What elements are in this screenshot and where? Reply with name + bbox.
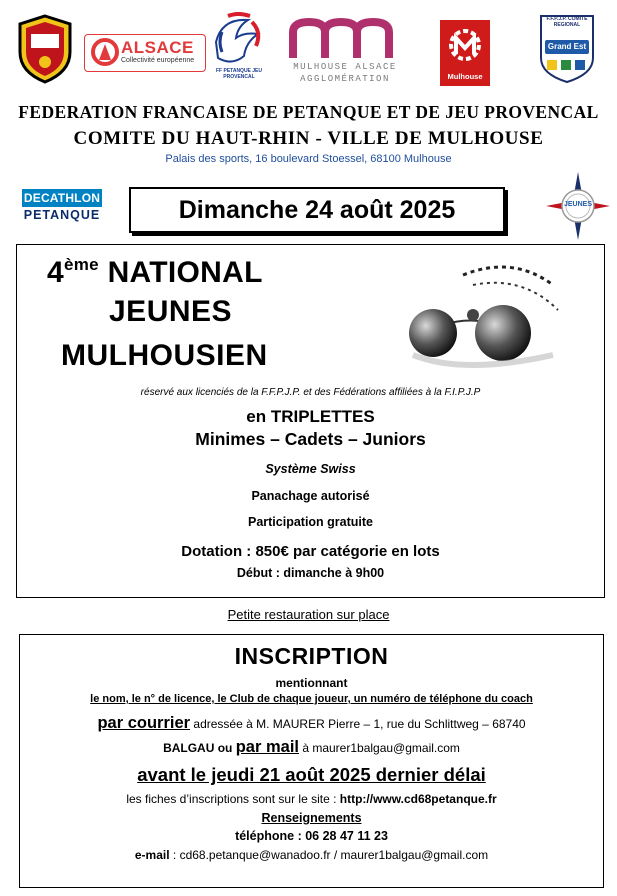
registration-site: [20, 792, 603, 806]
ffpjp-logo: [208, 12, 270, 84]
mail-prefix: BALGAU ou: [163, 741, 236, 755]
panachage-note: Panachage autorisé: [251, 489, 370, 503]
event-title-line1: [47, 255, 263, 290]
renseignements-heading: Renseignements: [261, 811, 362, 825]
ordinal-suffix: ème: [64, 255, 99, 274]
tournament-system: Système Swiss: [265, 462, 356, 476]
participation-note: Participation gratuite: [247, 515, 374, 529]
by-post-label: par courrier: [97, 714, 191, 732]
eligibility-note: réservé aux licenciés de la F.F.P.J.P. et des Fédérations affiliées à la F.I.P.J.P: [140, 387, 481, 398]
inscription-panel: [19, 634, 604, 888]
ffpjp-subtitle: FF PETANQUE JEU PROVENCAL: [215, 68, 263, 80]
grand-est-logo: [537, 14, 597, 84]
prize-dotation: Dotation : 850€ par catégorie en lots: [181, 543, 440, 560]
event-title-line2: JEUNES: [109, 295, 233, 328]
age-categories: Minimes – Cadets – Juniors: [195, 429, 426, 449]
decathlon-petanque-word: PETANQUE: [23, 208, 101, 222]
m2a-line1: MULHOUSE ALSACE: [293, 62, 397, 72]
alsace-subtitle: Collectivité européenne: [121, 57, 195, 64]
title-national: NATIONAL: [107, 256, 263, 289]
start-time: Début : dimanche à 9h00: [236, 566, 385, 580]
alsace-emblem-icon: [91, 38, 119, 66]
decathlon-logo: [22, 189, 102, 225]
inscription-mention: mentionnant: [275, 676, 348, 690]
inscription-by-mail: [20, 738, 603, 757]
mulhouse-name: Mulhouse: [447, 72, 483, 81]
inscription-by-post: [20, 714, 603, 733]
alsace-logo: [84, 34, 206, 72]
grand-est-badge: Grand Est: [545, 40, 589, 54]
restauration-note: Petite restauration sur place: [227, 607, 390, 622]
event-panel: [16, 244, 605, 598]
mulhouse-logo: [440, 20, 490, 86]
grand-est-top-text: F.F.P.J.P. COMITE REGIONAL: [546, 16, 588, 28]
comite-title: COMITE DU HAUT-RHIN - VILLE DE MULHOUSE: [73, 128, 544, 149]
mail-address[interactable]: à maurer1balgau@gmail.com: [299, 741, 460, 755]
venue-address: Palais des sports, 16 boulevard Stoessel, 68100 Mulhouse: [165, 153, 452, 165]
event-title-line3: MULHOUSIEN: [61, 339, 268, 372]
registration-deadline: avant le jeudi 21 août 2025 dernier délai: [137, 764, 486, 785]
m2a-logo: [287, 18, 403, 88]
email-label: e-mail: [134, 848, 170, 862]
site-url-link[interactable]: http://www.cd68petanque.fr: [339, 792, 497, 806]
haut-rhin-logo: [16, 14, 74, 84]
federation-title: FEDERATION FRANCAISE DE PETANQUE ET DE JEU PROVENCAL: [18, 102, 599, 122]
alsace-word: ALSACE: [121, 38, 194, 57]
postal-address: adressée à M. MAURER Pierre – 1, rue du Schlittweg – 68740: [190, 717, 526, 731]
compass-label: JEUNES: [563, 201, 592, 208]
event-date: Dimanche 24 août 2025: [129, 187, 505, 233]
contact-email: [20, 848, 603, 862]
ordinal-number: 4: [47, 256, 64, 289]
m2a-line2: AGGLOMÉRATION: [300, 74, 390, 84]
site-text: les fiches d’inscriptions sont sur le site :: [126, 792, 340, 806]
boules-illustration: [353, 255, 573, 375]
inscription-required-info: le nom, le n° de licence, le Club de chaque joueur, un numéro de téléphone du coach: [90, 693, 533, 705]
jeunes-compass-logo: [544, 170, 612, 242]
email-addresses[interactable]: : cd68.petanque@wanadoo.fr / maurer1balgau@gmail.com: [169, 848, 489, 862]
inscription-title: INSCRIPTION: [234, 643, 389, 669]
team-format: en TRIPLETTES: [246, 407, 375, 426]
decathlon-word: DECATHLON: [23, 191, 101, 205]
by-mail-label: par mail: [235, 738, 299, 756]
contact-telephone: téléphone : 06 28 47 11 23: [235, 829, 388, 843]
